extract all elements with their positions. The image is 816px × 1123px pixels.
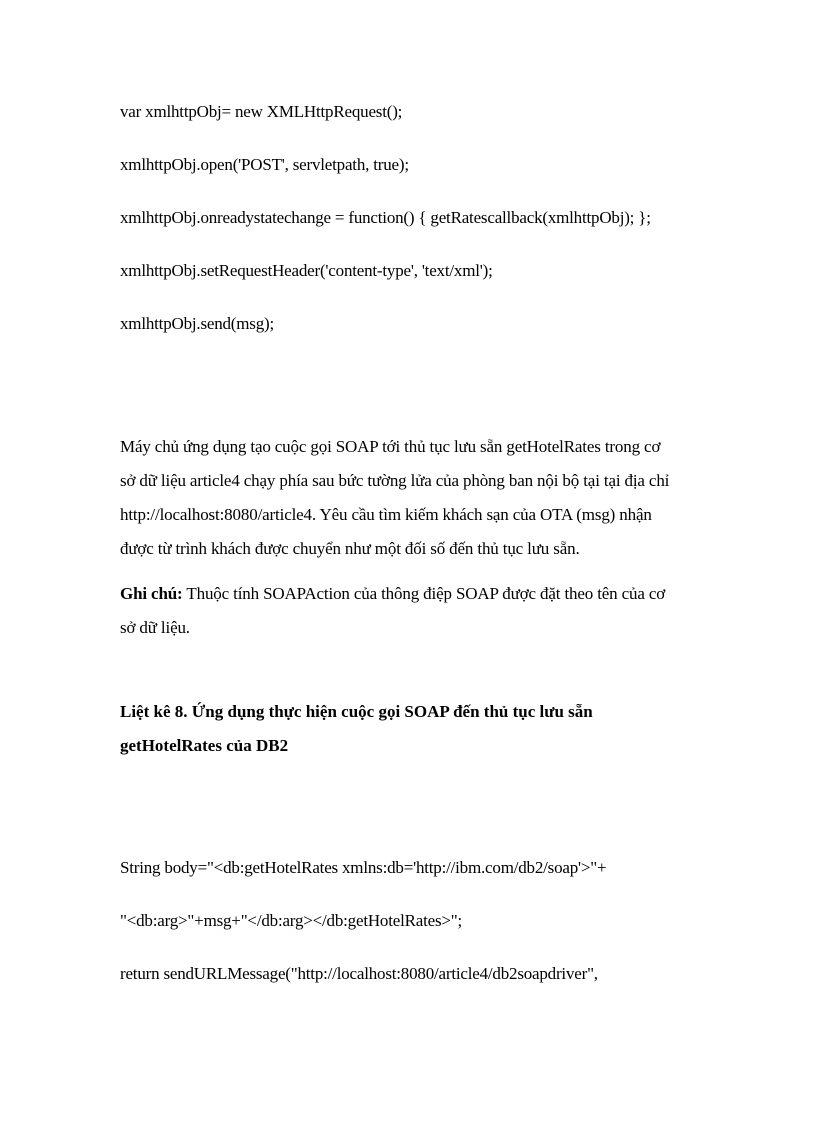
code-line: xmlhttpObj.setRequestHeader('content-type', 'text/xml'); (120, 261, 493, 280)
listing-heading-line: Liệt kê 8. Ứng dụng thực hiện cuộc gọi SOAP đến thủ tục lưu sẵn (120, 702, 593, 721)
paragraph-line: sở dữ liệu article4 chạy phía sau bức tường lửa của phòng ban nội bộ tại tại địa chỉ (120, 471, 670, 490)
listing-heading-line: getHotelRates của DB2 (120, 736, 289, 755)
code-line: String body="<db:getHotelRates xmlns:db='http://ibm.com/db2/soap'>"+ (120, 858, 607, 877)
listing-heading (120, 695, 680, 763)
note-line (120, 577, 700, 611)
paragraph-line: Máy chủ ứng dụng tạo cuộc gọi SOAP tới thủ tục lưu sẵn getHotelRates trong cơ (120, 437, 661, 456)
paragraph-line: http://localhost:8080/article4. Yêu cầu tìm kiếm khách sạn của OTA (msg) nhận (120, 505, 652, 524)
paragraph-line: được từ trình khách được chuyển như một đối số đến thủ tục lưu sẵn. (120, 539, 580, 558)
note-label: Ghi chú: (120, 584, 183, 603)
code-line: xmlhttpObj.onreadystatechange = function() { getRatescallback(xmlhttpObj); }; (120, 208, 651, 227)
code-line: xmlhttpObj.send(msg); (120, 314, 274, 333)
note-text: Thuộc tính SOAPAction của thông điệp SOAP được đặt theo tên của cơ (182, 584, 666, 603)
note-paragraph (120, 577, 700, 645)
code-line: return sendURLMessage("http://localhost:8080/article4/db2soapdriver", (120, 964, 598, 983)
code-line: var xmlhttpObj= new XMLHttpRequest(); (120, 102, 403, 121)
note-line: sở dữ liệu. (120, 618, 190, 637)
code-line: xmlhttpObj.open('POST', servletpath, true); (120, 155, 409, 174)
code-line: "<db:arg>"+msg+"</db:arg></db:getHotelRates>"; (120, 911, 463, 930)
body-paragraph (120, 430, 700, 566)
